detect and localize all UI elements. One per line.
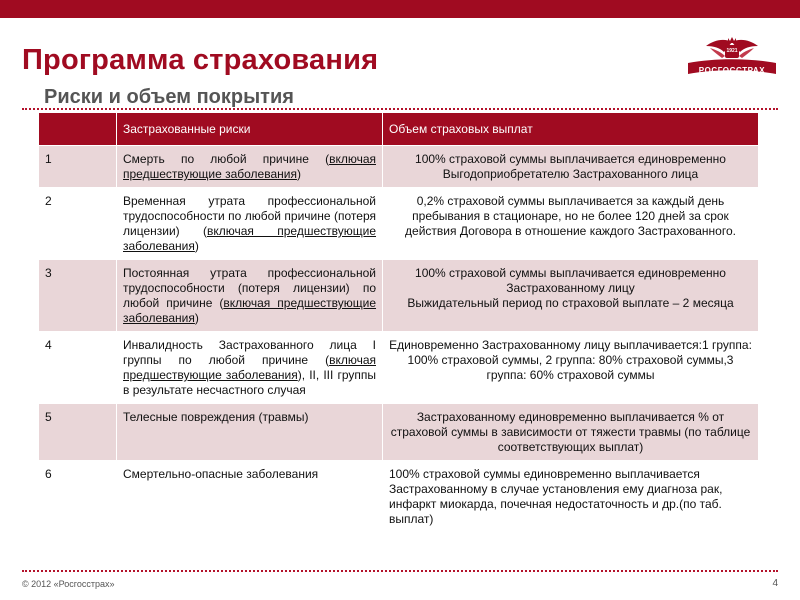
risk-text: Постоянная утрата профессиональной трудоспособности (потеря лицензии) по любой причине ( (123, 266, 376, 310)
risk-text-tail: ), II, III группы в результате несчастного случая (123, 368, 377, 397)
footer-copyright: © 2012 «Росгосстрах» (22, 579, 115, 589)
row-number: 2 (39, 188, 117, 260)
risk-text: Смерть по любой причине ( (123, 152, 330, 166)
column-header-payouts: Объем страховых выплат (383, 113, 759, 146)
risk-cell (117, 146, 383, 188)
eagle-emblem-icon (684, 36, 780, 82)
header-divider (22, 108, 778, 110)
risk-cell: Телесные повреждения (травмы) (117, 404, 383, 461)
risks-coverage-table (38, 112, 759, 543)
table-row (39, 188, 759, 260)
row-number: 5 (39, 404, 117, 461)
risk-cell (117, 188, 383, 260)
table-header-row (39, 113, 759, 146)
table-row (39, 260, 759, 332)
risk-text-tail: ) (296, 167, 301, 181)
rosgosstrakh-logo (684, 36, 780, 82)
payout-cell: Единовременно Застрахованному лицу выплачивается:1 группа: 100% страховой суммы, 2 группа: 80% страховой суммы,3 группа: 60% страховой суммы (383, 332, 759, 404)
logo-wordmark: РОСГОССТРАХ (698, 66, 766, 75)
risk-text-tail: ) (194, 239, 199, 253)
payout-cell: 0,2% страховой суммы выплачивается за каждый день пребывания в стационаре, но не более 120 дней за срок действия Договора в отношение каждого Застрахованного. (383, 188, 759, 260)
risk-text: Временная утрата профессиональной трудоспособности по любой причине (потеря лицензии) ( (123, 194, 376, 238)
risk-underlined-text: включая предшествующие заболевания (123, 353, 376, 382)
risk-underlined-text: включая предшествующие заболевания (123, 224, 377, 253)
risk-cell (117, 332, 383, 404)
page-number: 4 (772, 578, 778, 589)
risk-text: Инвалидность Застрахованного лица I группы по любой причине ( (123, 338, 376, 367)
table-row (39, 146, 759, 188)
payout-cell: Застрахованному единовременно выплачивается % от страховой суммы в зависимости от тяжести травмы (по таблице соответствующих выплат) (383, 404, 759, 461)
table-row (39, 404, 759, 461)
waiting-period-line: Выжидательный период по страховой выплате – 2 месяца (407, 296, 734, 310)
table-row (39, 461, 759, 543)
row-number: 1 (39, 146, 117, 188)
logo-year: 1921 (726, 48, 738, 54)
risk-text-tail: ) (194, 311, 199, 325)
payout-cell: 100% страховой суммы выплачивается единовременно Выгодоприобретателю Застрахованного лица (383, 146, 759, 188)
page-subtitle: Риски и объем покрытия (44, 86, 294, 108)
payout-cell: 100% страховой суммы единовременно выплачивается Застрахованному в случае установления ему диагноза рак, инфаркт миокарда, почечная недостаточность и др.(по таб. выплат) (383, 461, 759, 543)
row-number: 6 (39, 461, 117, 543)
row-number: 4 (39, 332, 117, 404)
top-brand-bar (0, 0, 800, 18)
column-header-risks: Застрахованные риски (117, 113, 383, 146)
risk-underlined-text: включая предшествующие заболевания (123, 296, 377, 325)
risk-underlined-text: включая предшествующие заболевания (123, 152, 376, 181)
table-row (39, 332, 759, 404)
footer-divider (22, 570, 778, 572)
row-number: 3 (39, 260, 117, 332)
risk-cell: Смертельно-опасные заболевания (117, 461, 383, 543)
page-title: Программа страхования (22, 44, 379, 76)
risk-cell (117, 260, 383, 332)
payout-line: 100% страховой суммы выплачивается единовременно Застрахованному лицу (415, 266, 726, 295)
payout-cell (383, 260, 759, 332)
column-header-number (39, 113, 117, 146)
